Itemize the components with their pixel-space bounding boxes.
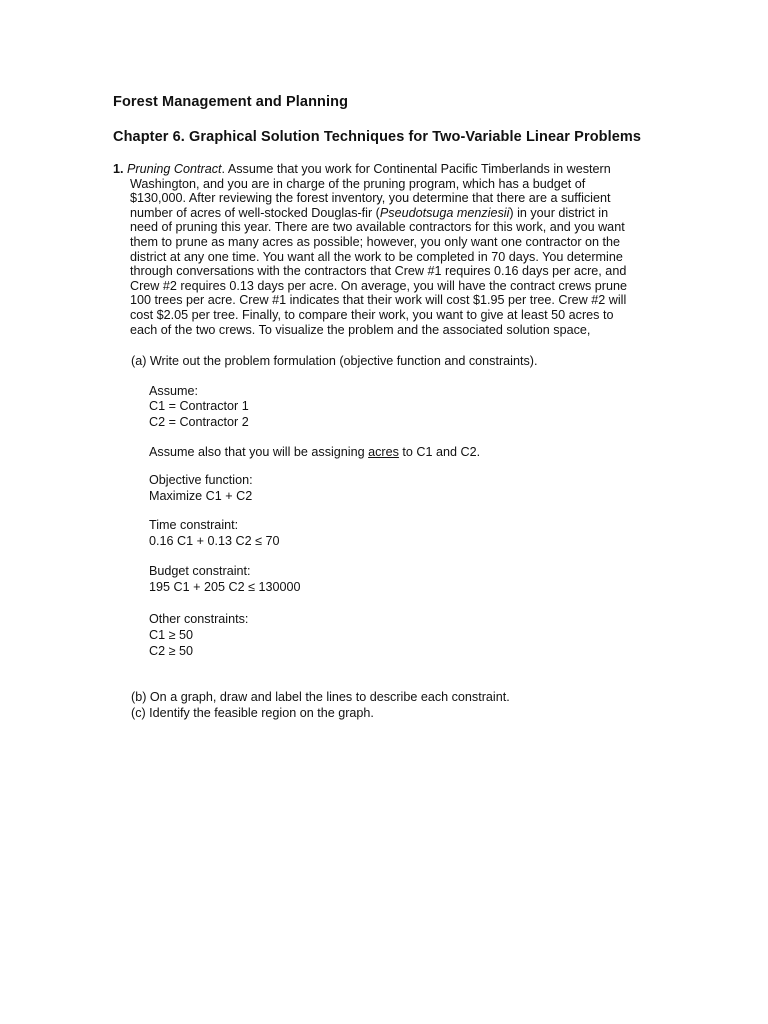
- problem-paragraph: 1. Pruning Contract. Assume that you work for Continental Pacific Timberlands in western Washington, and you are in charge of the pruning program, which has a budget of $130,000. After reviewing the forest inventory, you determine that there are a sufficient number of acres of well-stocked Douglas-fir (Pseudotsuga menziesii) in your district in need of pruning this year. There are two available contractors for this work, and you want them to prune as many acres as possible; however, you only want one contractor on the district at any one time. You want all the work to be completed in 70 days. You determine through conversations with the contractors that Crew #1 requires 0.16 days per acre, and Crew #2 requires 0.13 days per acre. On average, you will have the contract crews prune 100 trees per acre. Crew #1 indicates that their work will cost $1.95 per tree. Crew #2 will cost $2.05 per tree. Finally, to compare their work, you want to give at least 50 acres to each of the two crews. To visualize the problem and the associated solution space,: [113, 162, 628, 337]
- part-b-question: (b) On a graph, draw and label the lines to describe each constraint.: [131, 690, 510, 704]
- assign-post: to C1 and C2.: [398, 445, 481, 459]
- chapter-title: Chapter 6. Graphical Solution Techniques for Two-Variable Linear Problems: [113, 129, 642, 145]
- c2-definition: C2 = Contractor 2: [149, 415, 249, 429]
- budget-constraint-label: Budget constraint:: [149, 564, 251, 578]
- problem-text-a: Assume that you work for Continental Pacific Timberlands in western Washington, and you are in charge of the pruning program, which has a budget of $130,000. After reviewing the forest inventory, you determine that there are a sufficient number of acres of well-stocked Douglas-fir (: [130, 162, 611, 220]
- assign-pre: Assume also that you will be assigning: [149, 445, 369, 459]
- assign-word: acres: [368, 445, 399, 459]
- c1-definition: C1 = Contractor 1: [149, 399, 249, 413]
- assume-label: Assume:: [149, 384, 198, 398]
- budget-constraint-expression: 195 C1 + 205 C2 ≤ 130000: [149, 580, 301, 594]
- other-constraints-label: Other constraints:: [149, 612, 249, 626]
- problem-statement: [113, 162, 633, 337]
- species-name: Pseudotsuga menziesii: [379, 205, 510, 220]
- problem-text-b: ) in your district in need of pruning this year. There are two available contractors for this work, and you want them to prune as many acres as possible; however, you only want one contractor on the district at any one time. You want all the work to be completed in 70 days. You determine through conversations with the contractors that Crew #1 requires 0.16 days per acre, and Crew #2 requires 0.13 days per acre. On average, you will have the contract crews prune 100 trees per acre. Crew #1 indicates that their work will cost $1.95 per tree. Crew #2 will cost $2.05 per tree. Finally, to compare their work, you want to give at least 50 acres to each of the two crews. To visualize the problem and the associated solution space,: [130, 205, 628, 337]
- assign-statement: [149, 445, 480, 461]
- document-title: Forest Management and Planning: [113, 94, 349, 110]
- time-constraint-expression: 0.16 C1 + 0.13 C2 ≤ 70: [149, 534, 280, 548]
- problem-number: 1.: [113, 162, 124, 176]
- objective-label: Objective function:: [149, 473, 253, 487]
- problem-name: Pruning Contract: [127, 162, 222, 176]
- part-c-question: (c) Identify the feasible region on the graph.: [131, 706, 374, 720]
- other-constraint-c2: C2 ≥ 50: [149, 644, 194, 658]
- other-constraint-c1: C1 ≥ 50: [149, 628, 194, 642]
- objective-expression: Maximize C1 + C2: [149, 489, 253, 503]
- time-constraint-label: Time constraint:: [149, 518, 239, 532]
- part-a-question: (a) Write out the problem formulation (objective function and constraints).: [131, 354, 538, 368]
